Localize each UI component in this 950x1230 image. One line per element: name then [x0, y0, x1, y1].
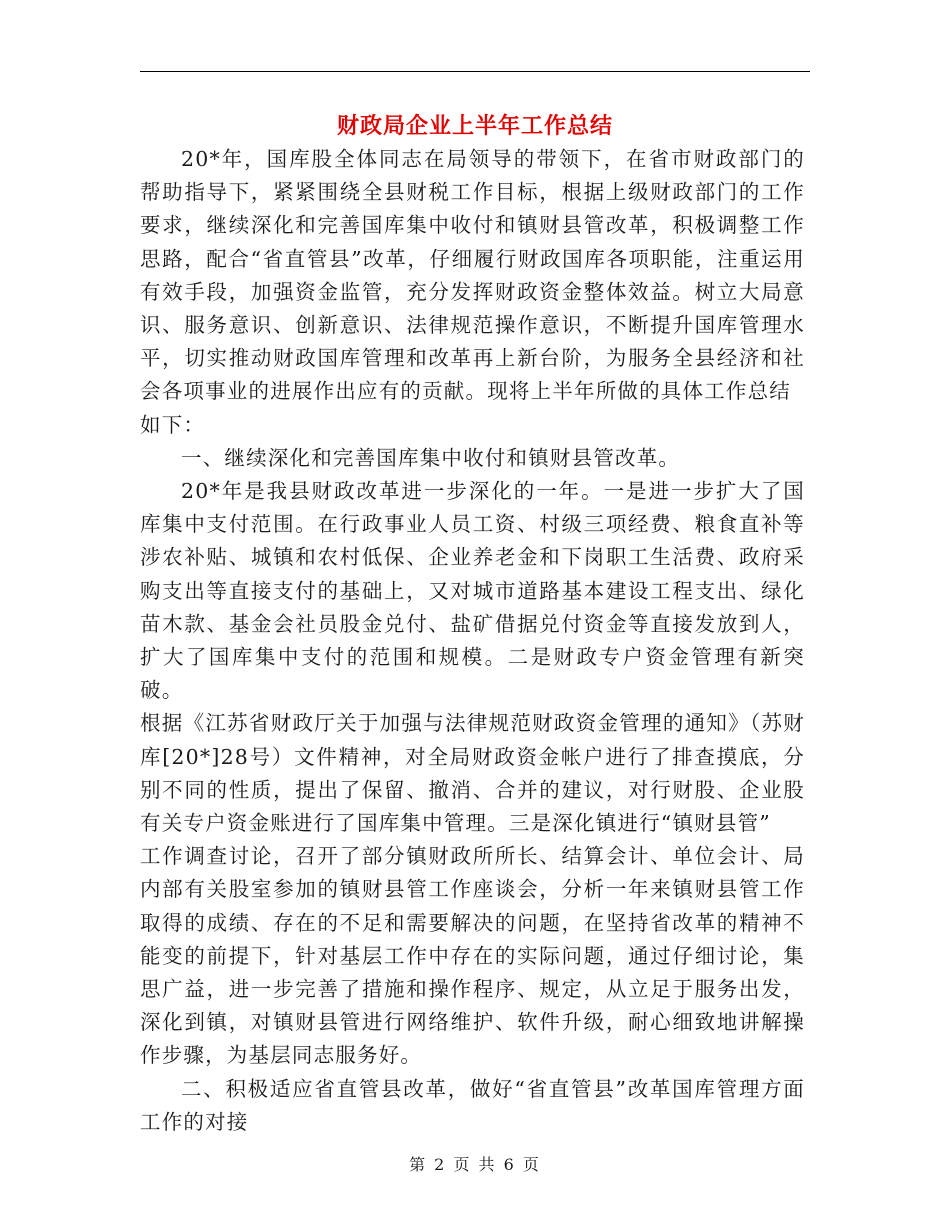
header-rule	[140, 71, 810, 72]
document-body	[140, 143, 805, 1139]
section-heading-1: 一、继续深化和完善国库集中收付和镇财县管改革。	[181, 445, 681, 470]
page-number: 第 2 页 共 6 页	[409, 1155, 541, 1174]
section-heading-2: 二、积极适应省直管县改革，做好“省直管县”改革国库管理方面工作的对接	[140, 1076, 805, 1134]
paragraph-intro: 20*年，国库股全体同志在局领导的带领下，在省市财政部门的帮助指导下，紧紧围绕全县财税工作目标，根据上级财政部门的工作要求，继续深化和完善国库集中收付和镇财县管改革，积极调整工作思路，配合“省直管县”改革，仔细履行财政国库各项职能，注重运用有效手段，加强资金监管，充分发挥财政资金整体效益。树立大局意识、服务意识、创新意识、法律规范操作意识，不断提升国库管理水平，切实推动财政国库管理和改革再上新台阶，为服务全县经济和社会各项事业的进展作出应有的贡献。现将上半年所做的具体工作总结	[140, 147, 805, 404]
paragraph-section-1-a: 20*年是我县财政改革进一步深化的一年。一是进一步扩大了国库集中支付范围。在行政事业人员工资、村级三项经费、粮食直补等涉农补贴、城镇和农村低保、企业养老金和下岗职工生活费、政府采购支出等直接支付的基础上，又对城市道路基本建设工程支出、绿化苗木款、基金会社员股金兑付、盐矿借据兑付资金等直接发放到人，扩大了国库集中支付的范围和规模。二是财政专户资金管理有新突破。	[140, 479, 805, 703]
paragraph-section-1-b: 根据《江苏省财政厅关于加强与法律规范财政资金管理的通知》（苏财库[20*]28号）文件精神，对全局财政资金帐户进行了排查摸底，分别不同的性质，提出了保留、撤消、合并的建议，对行财股、企业股有关专户资金账进行了国库集中管理。三是深化镇进行“镇财县管”	[140, 711, 805, 836]
paragraph-section-1-c: 工作调查讨论，召开了部分镇财政所所长、结算会计、单位会计、局内部有关股室参加的镇财县管工作座谈会，分析一年来镇财县管工作取得的成绩、存在的不足和需要解决的问题，在坚持省改革的精神不能变的前提下，针对基层工作中存在的实际问题，通过仔细讨论，集思广益，进一步完善了措施和操作程序、规定，从立足于服务出发，深化到镇，对镇财县管进行网络维护、软件升级，耐心细致地讲解操作步骤，为基层同志服务好。	[140, 844, 805, 1068]
document-title: 财政局企业上半年工作总结	[336, 113, 613, 139]
paragraph-intro-end: 如下：	[140, 412, 206, 437]
